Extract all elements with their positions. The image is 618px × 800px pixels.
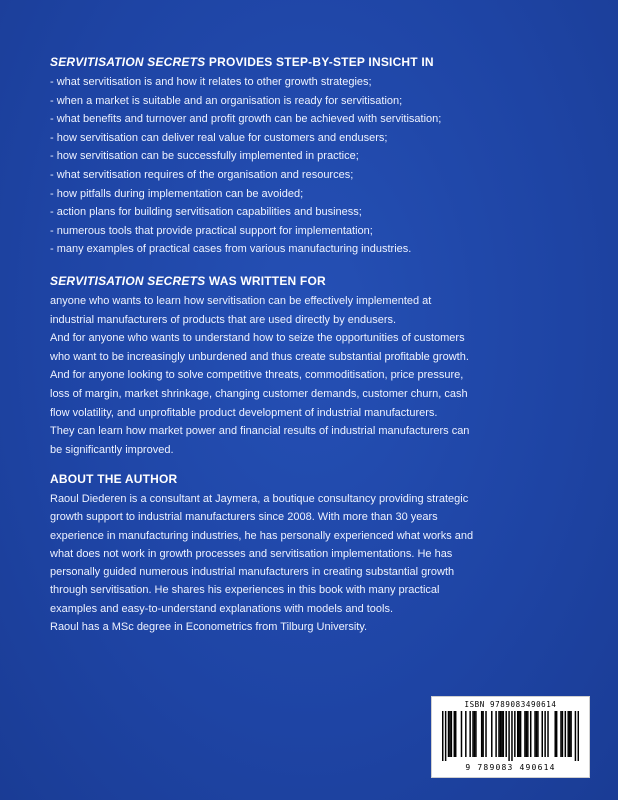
written-for-line: And for anyone who wants to understand how to seize the opportunities of customers — [50, 332, 465, 345]
barcode-bar — [524, 711, 525, 757]
barcode-bar — [556, 711, 557, 757]
barcode-bar — [491, 711, 492, 757]
written-for-heading-title: SERVITISATION SECRETS — [50, 273, 206, 288]
written-for-line: be significantly improved. — [50, 443, 174, 456]
barcode-bar — [517, 711, 518, 757]
barcode-digits: 9 789083 490614 — [465, 763, 556, 772]
barcode-bar — [530, 711, 531, 757]
author-paragraph — [50, 490, 590, 636]
barcode-bar — [514, 711, 515, 757]
insight-section — [50, 54, 590, 259]
barcode-bar — [449, 711, 450, 757]
barcode-bar — [469, 711, 470, 757]
author-line: personally guided numerous industrial manufacturers in creating substantial growth — [50, 566, 455, 579]
barcode-bar — [578, 711, 579, 761]
insight-list-item: - what servitisation is and how it relates to other growth strategies; — [50, 76, 372, 88]
barcode-bar — [505, 711, 506, 757]
barcode-bar — [526, 711, 527, 757]
barcode-bar — [503, 711, 504, 757]
barcode-bar — [569, 711, 570, 757]
insight-list-item: - how pitfalls during implementation can be avoided; — [50, 187, 304, 200]
isbn-label: ISBN 9789083490614 — [464, 700, 557, 709]
barcode-bar — [500, 711, 501, 757]
written-for-line: who want to be increasingly unburdened and thus create substantial profitable growth. — [50, 350, 469, 363]
barcode-bar — [481, 711, 482, 757]
insight-list-item: - how servitisation can be successfully implemented in practice; — [50, 150, 359, 163]
barcode-bar — [455, 711, 456, 757]
barcode-bar — [547, 711, 548, 757]
barcode-bar — [461, 711, 462, 757]
barcode-bar — [511, 711, 512, 761]
insight-list-item: - action plans for building servitisation capabilities and business; — [50, 206, 362, 219]
isbn-barcode — [431, 696, 590, 778]
written-for-heading-rest: WAS WRITTEN FOR — [205, 273, 326, 288]
insight-heading-rest: PROVIDES STEP-BY-STEP INSICHT IN — [205, 55, 434, 69]
written-for-line: They can learn how market power and financial results of industrial manufacturers can — [50, 425, 470, 438]
barcode-bar — [534, 711, 535, 757]
author-line: Raoul has a MSc degree in Econometrics from Tilburg University. — [50, 620, 368, 633]
barcode-bar — [501, 711, 502, 757]
insight-heading — [50, 54, 590, 70]
insight-list-item: - what servitisation requires of the organisation and resources; — [50, 168, 354, 181]
insight-list-item: - when a market is suitable and an organisation is ready for servitisation; — [50, 94, 403, 107]
insight-list-item: - numerous tools that provide practical support for implementation; — [50, 224, 373, 237]
barcode-bar — [575, 711, 576, 761]
barcode-bar — [560, 711, 561, 757]
insight-list — [50, 73, 590, 259]
barcode-bar — [485, 711, 486, 757]
barcode-bar — [565, 711, 566, 757]
written-for-section — [50, 273, 590, 459]
insight-list-item: - many examples of practical cases from various manufacturing industries. — [50, 243, 412, 256]
author-line: examples and easy-to-understand explanations with models and tools. — [50, 602, 394, 615]
barcode-bar — [448, 711, 449, 757]
insight-heading-title: SERVITISATION SECRETS — [50, 55, 206, 69]
written-for-paragraph — [50, 292, 590, 459]
barcode-bars — [442, 711, 579, 761]
barcode-bar — [542, 711, 543, 757]
barcode-bar — [537, 711, 538, 757]
written-for-line: loss of margin, market shrinkage, changing customer demands, customer churn, cash — [50, 387, 468, 400]
barcode-bar — [527, 711, 528, 757]
barcode-bar — [498, 711, 499, 757]
author-line: what does not work in growth processes and servitisation implementations. He has — [50, 547, 453, 560]
barcode-bar — [495, 711, 496, 757]
barcode-bar — [472, 711, 473, 757]
barcode-bar — [518, 711, 519, 757]
barcode-bar — [570, 711, 571, 757]
barcode-bar — [454, 711, 455, 757]
barcode-bar — [442, 711, 443, 761]
back-cover-text — [50, 54, 590, 648]
author-line: growth support to industrial manufacturers since 2008. With more than 30 years — [50, 511, 438, 524]
author-line: experience in manufacturing industries, he has personally experienced what works and — [50, 529, 474, 542]
barcode-bar — [482, 711, 483, 757]
barcode-bar — [544, 711, 545, 757]
written-for-heading — [50, 273, 590, 289]
barcode-bar — [474, 711, 475, 757]
barcode-bar — [520, 711, 521, 757]
insight-list-item: - what benefits and turnover and profit growth can be achieved with servitisation; — [50, 113, 442, 126]
barcode-bar — [536, 711, 537, 757]
written-for-line: And for anyone looking to solve competitive threats, commoditisation, price pressure, — [50, 369, 464, 382]
barcode-bar — [567, 711, 568, 757]
barcode-bar — [554, 711, 555, 757]
barcode-bar — [451, 711, 452, 757]
barcode-bar — [508, 711, 509, 761]
author-line: Raoul Diederen is a consultant at Jaymera, a boutique consultancy providing strategic — [50, 493, 469, 506]
author-line: through servitisation. He shares his experiences in this book with many practical — [50, 584, 440, 597]
insight-list-item: - how servitisation can deliver real value for customers and endusers; — [50, 131, 388, 144]
author-heading: ABOUT THE AUTHOR — [50, 472, 178, 487]
written-for-line: industrial manufacturers of products that are used directly by endusers. — [50, 313, 397, 326]
author-section — [50, 471, 590, 636]
barcode-bar — [475, 711, 476, 757]
barcode-bar — [465, 711, 466, 757]
barcode-bar — [562, 711, 563, 757]
written-for-line: flow volatility, and unprofitable product development of industrial manufacturers. — [50, 406, 438, 419]
barcode-bar — [445, 711, 446, 761]
written-for-line: anyone who wants to learn how servitisation can be effectively implemented at — [50, 294, 432, 307]
